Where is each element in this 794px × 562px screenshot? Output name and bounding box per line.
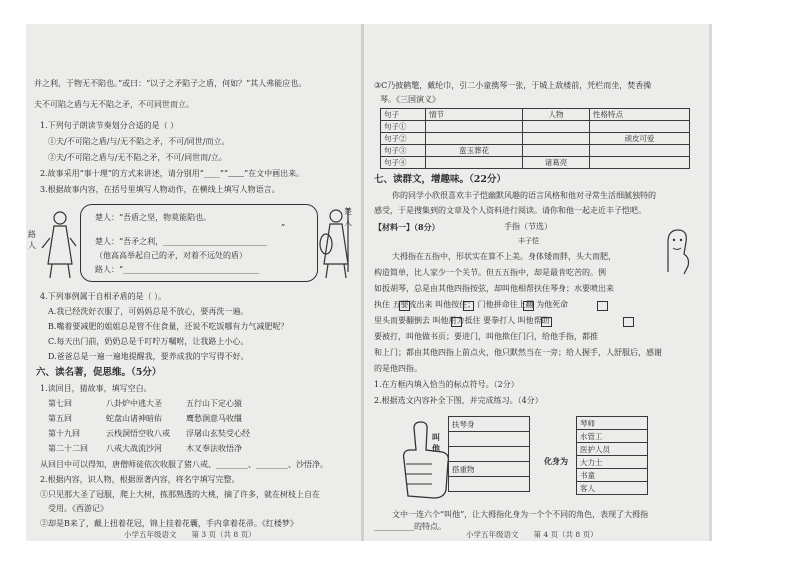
role-right-table	[576, 416, 648, 495]
chapter-title-a: 八卦炉中逃大圣	[106, 399, 162, 408]
role-cell: 琴师	[577, 417, 648, 430]
option-1: ①夫/不可陷之盾/与/无不陷之矛，不可/同世/而立。	[48, 137, 230, 146]
passage-line: 的是他四指。	[374, 364, 422, 373]
punctuation-box[interactable]	[451, 317, 462, 327]
role-left-table	[448, 416, 530, 492]
chapter-num: 第十九回	[48, 429, 80, 438]
conclusion-blank[interactable]: __________的特点。	[374, 522, 446, 531]
punctuation-box[interactable]	[541, 317, 552, 327]
question-2: 2.故事采用“事十理”的方式来讲述，请分别用“____”“﹏﹏”在文中画出来。	[40, 169, 305, 178]
question-7-1: 1.在方框内填入恰当的标点符号。（2分）	[374, 380, 519, 389]
figure-label-passerby: 路人	[28, 230, 36, 250]
exam-sheet	[26, 24, 709, 541]
chapter-title-b: 鹰愁涧意马收缰	[186, 414, 242, 423]
option-b: B.嘴着要减肥的姐姐总是管不住食量，还说不吃饭哪有力气减肥呢？	[48, 322, 289, 331]
transform-label: 化身为	[544, 456, 568, 466]
chapter-title-b: 五行山下定心猿	[186, 399, 242, 408]
table-cell[interactable]	[426, 133, 523, 145]
punctuation-box[interactable]	[597, 301, 608, 311]
excerpt-1-source: 受用。《西游记》	[48, 504, 108, 513]
role-cell[interactable]	[449, 447, 530, 462]
table-cell: 句子③	[381, 145, 426, 157]
passage-line: 里头而要翻倒去 叫他用力抵住 要拳打人 叫他帮助	[374, 316, 550, 325]
figure-label-chu: 楚人	[344, 207, 352, 227]
character-table	[380, 108, 690, 169]
table-cell[interactable]	[590, 145, 690, 157]
punctuation-box[interactable]	[623, 317, 634, 327]
table-cell: 诸葛亮	[523, 157, 590, 169]
passage-line: 和上门；都由其他四指上前点火，他只默然当在一旁；给人握手，人舒服后，感谢	[374, 348, 662, 357]
punctuation-box[interactable]	[399, 301, 410, 311]
role-cell[interactable]	[449, 477, 530, 492]
table-cell: 句子①	[381, 121, 426, 133]
question-3: 3.根据故事内容，在括号里填写人物动作，在横线上填写人物语言。	[40, 185, 280, 194]
table-cell: 顽皮可爱	[590, 133, 690, 145]
role-cell: 扶琴身	[449, 417, 530, 432]
table-row	[381, 133, 690, 145]
table-cell[interactable]	[523, 121, 590, 133]
chapter-num: 第二十二回	[48, 444, 88, 453]
dialog-line-2: 楚人：“吾矛之利，__________________________	[95, 237, 268, 246]
table-cell: 蛮玉葬花	[426, 145, 523, 157]
table-cell[interactable]	[523, 145, 590, 157]
excerpt-3-source: 琴。《三国演义》	[380, 95, 440, 104]
text-line: 夫不可陷之盾与无不陷之矛，不可同世而立。	[34, 100, 194, 109]
material-1-title: 【材料一】（8分）	[374, 222, 440, 232]
section-6-title: 六、读名著，促思维。（5分）	[36, 367, 162, 378]
text-line: 并之利，于物无不陷也。”或曰：“以子之矛陷子之盾，何如？”其人弗能应也。	[34, 79, 307, 88]
passage-line: 执住 五要流出来 叫他按住； 门他拼命往上翻 为他死命	[374, 300, 569, 309]
intro-line-1: 你的同学小欣很喜欢丰子恺幽默风趣的语言风格和他对寻常生活细腻独特的	[392, 191, 656, 200]
option-c: C.每天出门前，奶奶总是千叮咛万嘱咐，让我路上小心。	[48, 337, 249, 346]
dialog-line-1-end: ”	[281, 223, 286, 232]
dialog-line-1: 楚人：“吾盾之坚，物莫能陷也。	[95, 213, 212, 222]
option-d: D.爸爸总是一遍一遍地提醒我，要养成我的字写得不好。	[48, 352, 249, 361]
passage-line: 大拇指在五指中，形状实在算不上美。身体矮而胖，头大而肥，	[392, 252, 616, 261]
sheet-edge	[709, 24, 712, 541]
passage-line: 如扳胡琴，总是由其他四指按弦，却叫他相帮扶住琴身；水要喷出来	[374, 284, 614, 293]
page-3	[26, 24, 361, 541]
table-header: 性格特点	[590, 109, 690, 121]
table-cell[interactable]	[590, 121, 690, 133]
section-6-q2: 2.根据内容，识人物，根据原著内容，将名字填写完整。	[40, 475, 240, 484]
table-row	[381, 121, 690, 133]
chapter-num: 第七回	[48, 399, 72, 408]
table-header: 人物	[523, 109, 590, 121]
conclusion-line: 文中一连六个“叫他”，让大拇指化身为一个个不同的角色，表现了大拇指	[392, 510, 649, 519]
thumb-illustration	[654, 224, 696, 276]
hand-label: 叫他	[432, 432, 440, 453]
role-cell: 客人	[577, 482, 648, 495]
table-header: 句子	[381, 109, 426, 121]
question-1: 1.下列句子朗读节奏划分合适的是（ ）	[40, 121, 179, 130]
excerpt-2: ②却是B来了，戴上扭着花冠，锦上挂着花囊，手内拿着花帚。《红楼梦》	[40, 519, 298, 528]
table-cell[interactable]	[523, 133, 590, 145]
chapter-title-a: 蛇盘山诸神暗佑	[106, 414, 162, 423]
dialog-note: （他高高举起自己的矛，对着不远处的盾）	[95, 251, 247, 260]
section-7-title: 七、读群文，增趣味。（22分）	[374, 174, 506, 185]
table-row	[381, 145, 690, 157]
table-row	[381, 157, 690, 169]
dialog-line-3: 路人：“__________________________________	[95, 265, 260, 274]
chapter-title-b: 浮屠山玄奘受心经	[186, 429, 250, 438]
table-cell[interactable]	[426, 121, 523, 133]
table-cell[interactable]	[590, 157, 690, 169]
option-2: ②夫/不可陷之盾与/无不陷之矛，不可/同世而/立。	[48, 153, 227, 162]
hand-icon	[394, 420, 454, 500]
intro-line-2: 感受，于是搜集到的文章及个人资料进行阅读。请你和他一起走近丰子恺吧。	[374, 206, 646, 215]
role-cell: 水管工	[577, 430, 648, 443]
role-cell: 医护人员	[577, 443, 648, 456]
section-6-q1: 1.读回目，猜故事，填写空白。	[40, 384, 152, 393]
chapter-title-a: 云栈洞悟空收八戒	[106, 429, 170, 438]
punctuation-box[interactable]	[523, 301, 534, 311]
chapter-title-a: 八戒大战流沙河	[106, 444, 162, 453]
table-cell: 句子④	[381, 157, 426, 169]
table-cell: 句子②	[381, 133, 426, 145]
passage-line: 要被打，叫他做书页；要进门，叫他揿住门闩，给他手指，都推	[374, 332, 598, 341]
table-cell[interactable]	[426, 157, 523, 169]
excerpt-1: ①只见那大圣了冠服，爬上大树，拣那熟透的大桃，摘了许多，就在树枝上自在	[40, 490, 320, 499]
excerpt-3: ③C乃披鹤氅，戴纶巾，引二小童携琴一张，于城上敌楼前，凭栏而坐，焚香操	[374, 81, 652, 90]
page-4	[364, 24, 709, 541]
option-a: A.我已经洗好衣服了，可妈妈总是不放心，要再洗一遍。	[48, 307, 249, 316]
footer-page-4: 小学五年级语文 第 4 页（共 8 页）	[466, 530, 598, 539]
fill-in-line: 从回目中可以得知，唐僧师徒依次收服了猪八戒、________、________、沙悟净。	[40, 460, 328, 469]
punctuation-box[interactable]	[463, 301, 474, 311]
footer-page-3: 小学五年级语文 第 3 页（共 8 页）	[124, 530, 256, 539]
role-cell: 书童	[577, 469, 648, 482]
passage-line: 构造简单，比人家少一个关节。但五五指中，却是最肯吃苦的。例	[374, 268, 606, 277]
role-cell: 搭重物	[449, 462, 530, 477]
role-cell: 大力士	[577, 456, 648, 469]
table-header: 情节	[426, 109, 523, 121]
chapter-title-b: 木叉奉法收悟净	[186, 444, 242, 453]
passerby-figure	[36, 204, 80, 284]
question-7-2: 2.根据选文内容补全下图，并完成练习。（4分）	[374, 396, 543, 405]
article-title: 手指（节选）	[504, 222, 552, 231]
chapter-num: 第五回	[48, 414, 72, 423]
dialog-box	[80, 204, 318, 282]
question-4: 4.下列事例属于自相矛盾的是（ ）。	[40, 292, 167, 301]
article-author: 丰子恺	[518, 237, 539, 245]
role-cell[interactable]	[449, 432, 530, 447]
